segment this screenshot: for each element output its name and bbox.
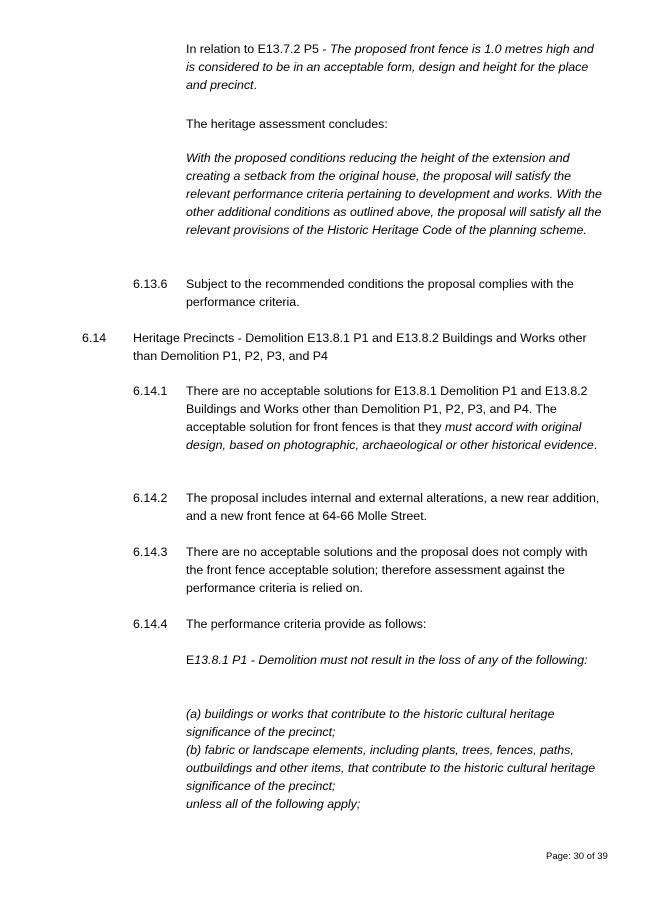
section-text: The performance criteria provide as follows:	[186, 617, 427, 631]
section-text: There are no acceptable solutions and the proposal does not comply with the front fence acceptable solution; therefore assessment against the performance criteria is relied on.	[186, 545, 588, 595]
paragraph-heritage-assessment-intro: The heritage assessment concludes:	[186, 117, 388, 131]
section-number: 6.14.2	[133, 491, 168, 505]
section-number: 6.14.1	[133, 384, 168, 398]
criteria-item-b: (b) fabric or landscape elements, including plants, trees, fences, paths, outbuildings and other items, that contribute to the historic cultural heritage significance of the precinct;	[186, 742, 596, 793]
performance-criteria-quote-heading: E13.8.1 P1 - Demolition must not result in the loss of any of the following:	[186, 653, 588, 667]
criteria-item-a: (a) buildings or works that contribute to the historic cultural heritage significance of the precinct;	[186, 707, 555, 739]
section-number: 6.14.3	[133, 545, 168, 559]
section-text: Subject to the recommended conditions the proposal complies with the performance criteria.	[186, 277, 574, 309]
section-text: The proposal includes internal and external alterations, a new rear addition, and a new front fence at 64-66 Molle Street.	[186, 491, 600, 523]
paragraph-e13-7-2-p5: In relation to E13.7.2 P5 - The proposed front fence is 1.0 metres high and is considered to be in an acceptable form, design and height for the place and precinct.	[186, 42, 594, 92]
page-number: Page: 30 of 39	[546, 851, 608, 862]
section-heading: Heritage Precincts - Demolition E13.8.1 P1 and E13.8.2 Buildings and Works other than Demolition P1, P2, P3, and P4	[133, 331, 587, 363]
criteria-closing: unless all of the following apply;	[186, 796, 361, 811]
performance-criteria-quote-list	[186, 706, 606, 813]
section-number: 6.14.4	[133, 617, 168, 631]
section-number: 6.14	[82, 331, 107, 345]
section-text: There are no acceptable solutions for E13.8.1 Demolition P1 and E13.8.2 Buildings and Works other than Demolition P1, P2, P3, and P4. The acceptable solution for front fences is that they must accord with original design, based on photographic, archaeological or other historical evidence.	[186, 384, 598, 452]
section-number: 6.13.6	[133, 277, 168, 291]
heritage-assessment-quote: With the proposed conditions reducing the height of the extension and creating a setback from the original house, the proposal will satisfy the relevant performance criteria pertaining to development and works. With the other additional conditions as outlined above, the proposal will satisfy all the relevant provisions of the Historic Heritage Code of the planning scheme.	[186, 151, 602, 237]
